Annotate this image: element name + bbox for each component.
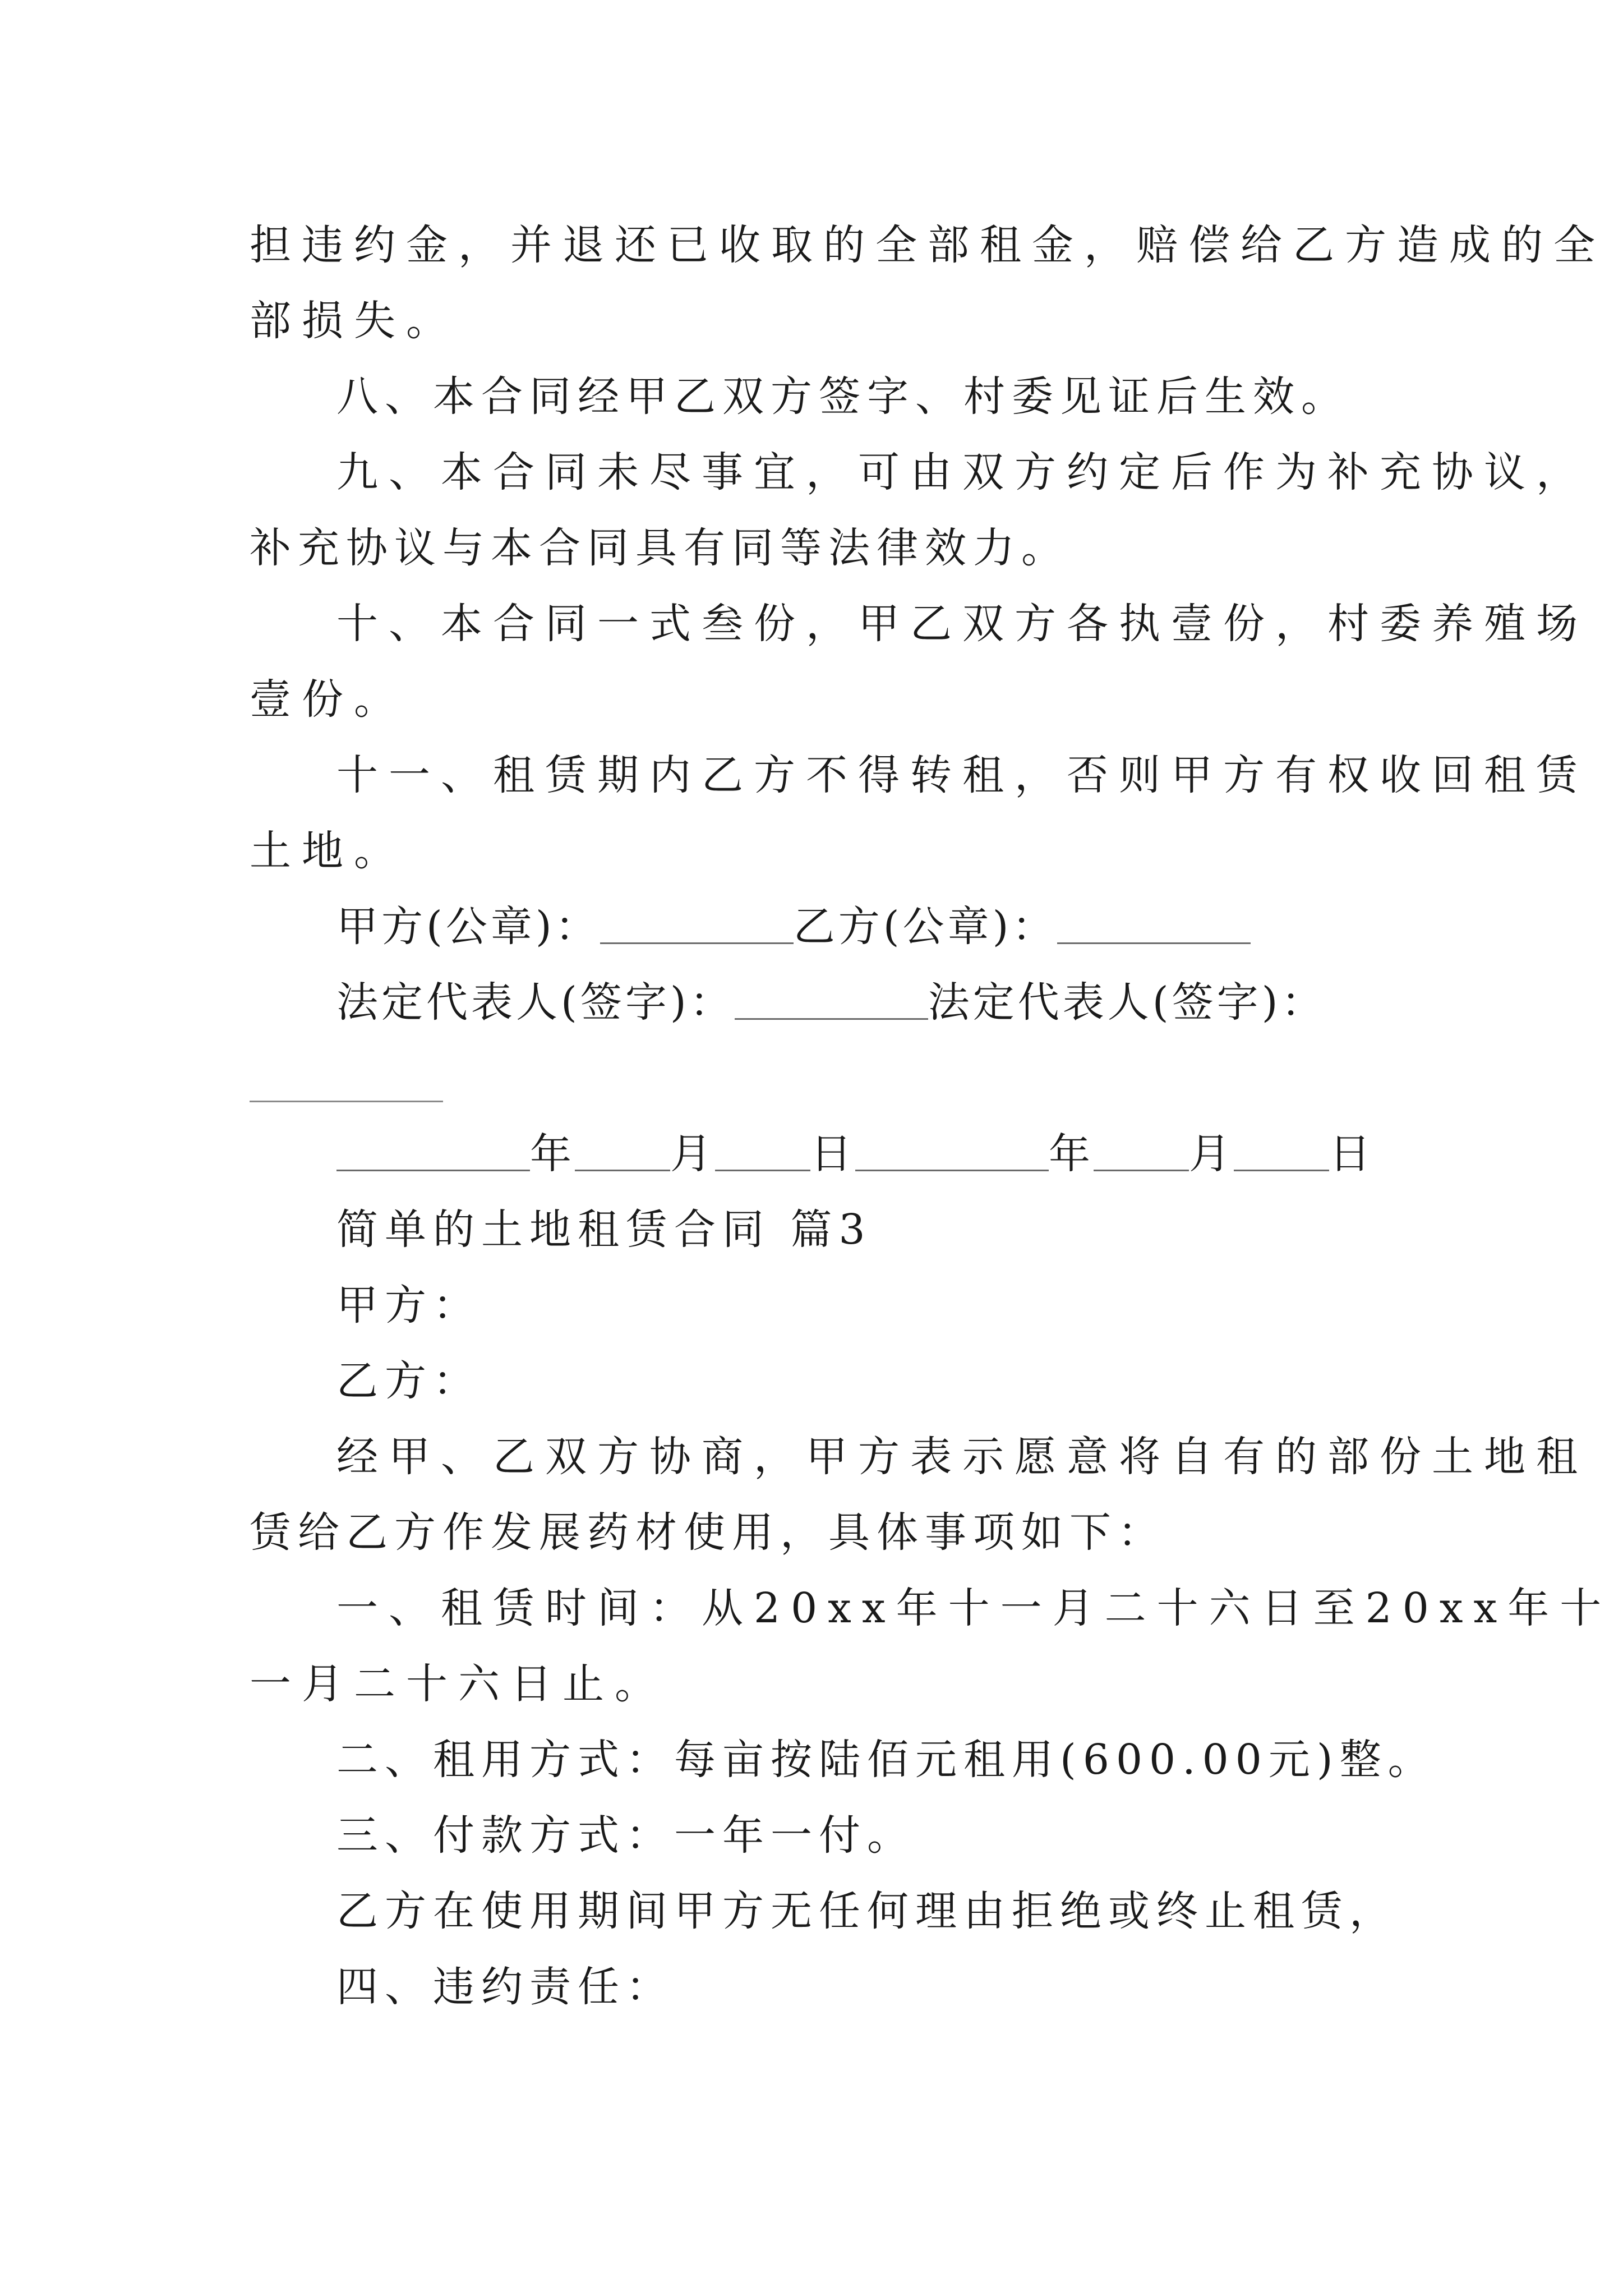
party-b-seal-label: 乙方(公章)： xyxy=(793,903,1057,951)
clause-8: 八、本合同经甲乙双方签字、村委见证后生效。 xyxy=(336,372,1349,421)
payment-clause: 三、付款方式：一年一付。 xyxy=(336,1811,915,1860)
month-label: 月 xyxy=(1189,1130,1234,1178)
paragraph-line: 部损失。 xyxy=(250,297,458,345)
paragraph-line: 壹份。 xyxy=(250,675,406,724)
day-b-blank[interactable] xyxy=(1234,1170,1329,1171)
party-a-seal-label: 甲方(公章)： xyxy=(336,903,600,951)
party-a-label: 甲方： xyxy=(336,1281,481,1329)
day-label: 日 xyxy=(810,1130,855,1178)
month-label: 月 xyxy=(670,1130,715,1178)
month-b-blank[interactable] xyxy=(1094,1170,1189,1171)
representative-line xyxy=(336,978,1326,1027)
clause-10: 十、本合同一式叁份，甲乙双方各执壹份，村委养殖场 xyxy=(336,600,1588,648)
day-a-blank[interactable] xyxy=(715,1170,810,1171)
rep-b-label: 法定代表人(签字)： xyxy=(928,978,1326,1027)
paragraph-line: 担违约金，并退还已收取的全部租金，赔偿给乙方造成的全 xyxy=(250,221,1606,269)
intro-line: 赁给乙方作发展药材使用，具体事项如下： xyxy=(250,1508,1166,1557)
section-heading: 简单的土地租赁合同 篇3 xyxy=(336,1205,872,1254)
clause-9: 九、本合同未尽事宜，可由双方约定后作为补充协议， xyxy=(336,448,1588,496)
term-clause-continued: 一月二十六日止。 xyxy=(250,1660,667,1708)
clause-11: 十一、租赁期内乙方不得转租，否则甲方有权收回租赁 xyxy=(336,751,1588,799)
party-a-seal-blank[interactable] xyxy=(600,942,794,944)
usage-note: 乙方在使用期间甲方无任何理由拒绝或终止租赁， xyxy=(336,1887,1398,1935)
breach-clause: 四、违约责任： xyxy=(336,1963,674,2011)
year-a-blank[interactable] xyxy=(336,1170,530,1171)
year-label: 年 xyxy=(530,1130,575,1178)
rep-a-blank[interactable] xyxy=(735,1018,928,1020)
intro-line: 经甲、乙双方协商，甲方表示愿意将自有的部份土地租 xyxy=(336,1433,1588,1481)
rep-a-label: 法定代表人(签字)： xyxy=(336,978,735,1027)
year-b-blank[interactable] xyxy=(855,1170,1049,1171)
rent-clause: 二、租用方式：每亩按陆佰元租用(600.00元)整。 xyxy=(336,1736,1436,1784)
party-b-seal-blank[interactable] xyxy=(1057,942,1251,944)
rep-b-blank[interactable] xyxy=(250,1101,443,1102)
paragraph-line: 土地。 xyxy=(250,827,406,875)
paragraph-line: 补充协议与本合同具有同等法律效力。 xyxy=(250,524,1069,572)
year-label: 年 xyxy=(1049,1130,1094,1178)
month-a-blank[interactable] xyxy=(575,1170,670,1171)
party-b-label: 乙方： xyxy=(336,1357,481,1405)
day-label: 日 xyxy=(1329,1130,1374,1178)
date-line xyxy=(336,1130,1374,1178)
term-clause: 一、租赁时间：从20xx年十一月二十六日至20xx年十 xyxy=(336,1584,1612,1632)
seal-line xyxy=(336,903,1251,951)
